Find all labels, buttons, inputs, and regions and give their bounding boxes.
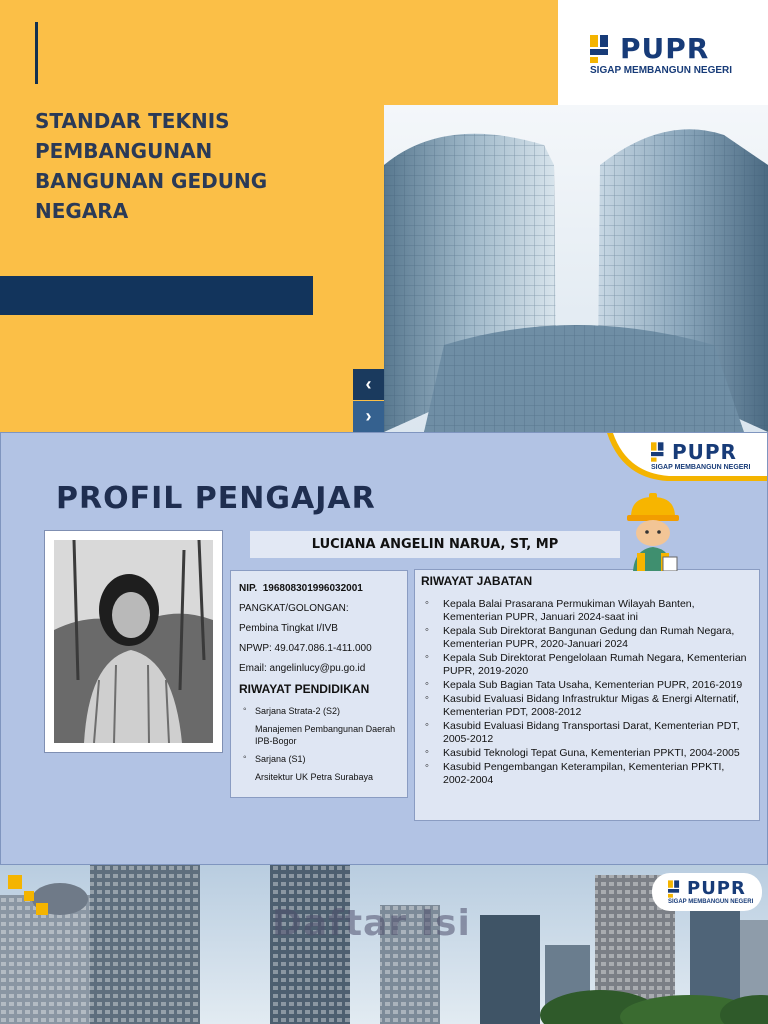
rank-label: PANGKAT/GOLONGAN: — [239, 603, 349, 614]
career-item: ◦ Kepala Balai Prasarana Permukiman Wilayah Banten, Kementerian PUPR, Januari 2024-saat ini — [421, 598, 753, 624]
lecturer-photo-frame — [44, 530, 223, 753]
career-item: ◦ Kasubid Pengembangan Keterampilan, Kementerian PPKTI, 2002-2004 — [421, 761, 753, 787]
cover-title-line: BANGUNAN GEDUNG — [35, 169, 268, 193]
career-list — [421, 598, 753, 787]
logo-tagline: SIGAP MEMBANGUN NEGERI — [590, 65, 733, 76]
logo-tagline: SIGAP MEMBANGUN NEGERI — [668, 899, 754, 905]
lecturer-photo — [54, 540, 213, 743]
education-degree: ◦ Sarjana Strata-2 (S2) — [239, 705, 399, 717]
contents-title: Daftar Isi — [272, 903, 471, 944]
profile-title: PROFIL PENGAJAR — [56, 481, 376, 516]
next-slide-button[interactable] — [353, 401, 384, 432]
construction-worker-icon — [623, 491, 683, 571]
npwp-text: NPWP: 49.047.086.1-411.000 — [239, 643, 372, 654]
pupr-logo-mark-icon — [651, 442, 669, 462]
career-item: ◦ Kasubid Evaluasi Bidang Infrastruktur Migas & Energi Alternatif, Kementerian PDT, 2008-2012 — [421, 693, 753, 719]
previous-slide-button[interactable] — [353, 369, 384, 400]
nip-label: NIP. — [239, 583, 258, 594]
logo-tagline: SIGAP MEMBANGUN NEGERI — [651, 464, 751, 471]
logo-panel — [558, 0, 768, 105]
profile-slide — [0, 432, 768, 865]
pupr-logo-mark-icon — [668, 880, 684, 898]
email-text: Email: angelinlucy@pu.go.id — [239, 663, 366, 674]
lecturer-info-panel — [230, 570, 408, 798]
logo-wordmark: PUPR — [672, 440, 737, 464]
skyscraper-photo — [384, 105, 768, 432]
accent-line — [35, 22, 38, 84]
lecturer-name: LUCIANA ANGELIN NARUA, ST, MP — [250, 531, 620, 558]
pupr-logo-mark-icon — [590, 35, 616, 63]
education-degree: ◦ Sarjana (S1) — [239, 753, 399, 765]
logo-wordmark: PUPR — [687, 878, 746, 899]
chevron-right-icon: › — [365, 406, 372, 426]
cover-slide — [0, 0, 768, 432]
education-detail: Manajemen Pembangunan Daerah IPB-Bogor — [255, 724, 396, 746]
education-detail: Arsitektur UK Petra Surabaya — [255, 772, 374, 782]
cover-bar — [0, 276, 313, 315]
logo-wordmark: PUPR — [620, 32, 710, 65]
pupr-logo — [590, 32, 732, 76]
decor-square — [36, 903, 48, 915]
education-list — [239, 705, 399, 783]
career-item: ◦ Kasubid Teknologi Tepat Guna, Kementerian PPKTI, 2004-2005 — [421, 747, 753, 760]
career-item: ◦ Kepala Sub Direktorat Pengelolaan Rumah Negara, Kementerian PUPR, 2019-2020 — [421, 652, 753, 678]
contents-slide — [0, 865, 768, 1024]
career-item: ◦ Kasubid Evaluasi Bidang Transportasi Darat, Kementerian PDT, 2005-2012 — [421, 720, 753, 746]
rank-value: Pembina Tingkat I/IVB — [239, 623, 338, 634]
pupr-logo — [651, 440, 750, 471]
career-header: RIWAYAT JABATAN — [421, 574, 533, 588]
cover-title-line: STANDAR TEKNIS — [35, 109, 230, 133]
cover-title — [35, 106, 355, 226]
career-item: ◦ Kepala Sub Bagian Tata Usaha, Kementerian PUPR, 2016-2019 — [421, 679, 753, 692]
career-panel — [414, 569, 760, 821]
decor-square — [24, 891, 34, 901]
logo-panel — [652, 873, 762, 911]
cover-title-line: NEGARA — [35, 199, 129, 223]
decor-square — [8, 875, 22, 889]
cover-title-line: PEMBANGUNAN — [35, 139, 213, 163]
nip-value: 196808301996032001 — [262, 583, 363, 594]
pupr-logo — [668, 878, 753, 905]
education-header: RIWAYAT PENDIDIKAN — [239, 682, 370, 696]
chevron-left-icon: ‹ — [365, 374, 372, 394]
career-item: ◦ Kepala Sub Direktorat Bangunan Gedung dan Rumah Negara, Kementerian PUPR, 2020-Januari 2024 — [421, 625, 753, 651]
